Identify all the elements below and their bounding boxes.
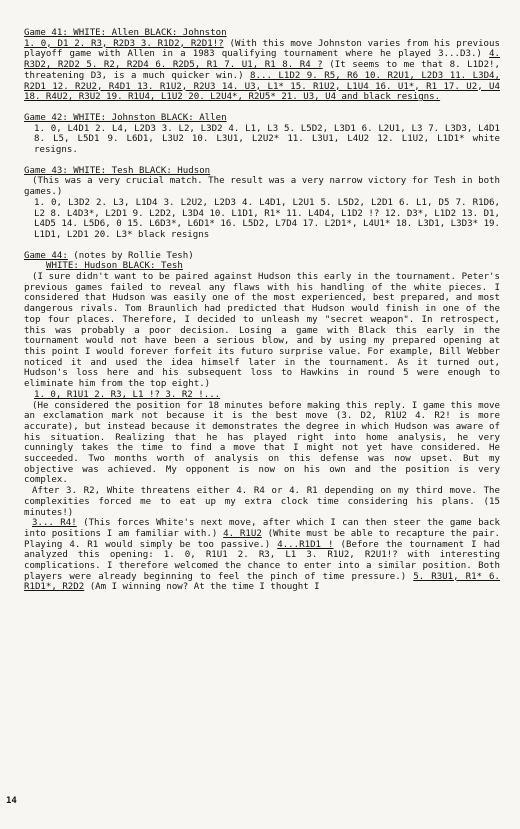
game-44-header-line	[24, 251, 500, 262]
game-44-header-notes: (notes by Rollie Tesh)	[67, 250, 194, 261]
game-42-moves: 1. 0, L4D1 2. L4, L2D3 3. L2, L3D2 4. L1, L3 5. L5D2, L3D1 6. L2U1, L3 7. L3D3, L4D1 8. L5, L5D1 9. L6D1, L3U2 10. L3U1, L2U2* 11. L3U1, L4U2 12. L1U2, L1D1* white resigns.	[34, 123, 500, 156]
game-44-players: WHITE: Hudson BLACK: Tesh	[46, 261, 183, 272]
game-44-note-3: (This forces White's next move, after which I can then steer the game back into positions I am familiar with.)	[24, 518, 500, 539]
game-42-header: Game 42: WHITE: Johnston BLACK: Allen	[24, 112, 227, 123]
game-44-para-4	[24, 518, 500, 593]
game-41-moves-c: 8... L1D2 9. R5, R6 10. R2U1, L2D3 11. L3D4, R2D1 12. R2U2, R4D1 13. R1U2, R2U3 14. U3, L1* 15. R1U2, L1U4 16. U1*, R1 17. U2, U4 18. R4U2, R3U2 19. R1U4, L1U2 20. L2U4*, R2U5* 21. U3, U4 and black resigns.	[24, 70, 500, 103]
game-44-para-3: After 3. R2, White threatens either 4. R4 or 4. R1 depending on my third move. The complexities forced me to eat up my extra clock time considering his plans. (15 minutes!)	[24, 486, 500, 518]
game-44-move-5: 5. R3U1, R1* 6. R1D1*, R2D2	[24, 571, 500, 593]
game-43	[24, 166, 500, 241]
game-43-header: Game 43: WHITE: Tesh BLACK: Hudson	[24, 165, 211, 176]
game-44-note-5: (Am I winning now? At the time I thought I	[84, 582, 320, 593]
game-44-para-2: (He considered the position for 18 minutes before making this reply. I game this move an exclamation mark not because it is the best move (3. D2, R1U2 4. R2! is more accurate), but instead because it demonstrates the degree in which Hudson was aware of his situation. Realizing that he has played right into home analysis, he very cunningly takes the time to find a move that I might not yet have considered. He succeeded. Two months worth of analysis on this defense was now upset. But my objective was achieved. My opponent is now on his own and the position is very complex.	[24, 400, 500, 486]
game-41-header: Game 41: WHITE: Allen BLACK: Johnston	[24, 28, 227, 38]
game-44-move-4b: 4...R1D1 !	[277, 539, 334, 550]
game-41-note-b: (It seems to me that 8. L1D2!, threatening D3, is a much quicker win.)	[24, 60, 500, 81]
game-44-move-4: 4. R1U2	[223, 528, 262, 539]
game-43-moves: 1. 0, L3D2 2. L3, L1D4 3. L2U2, L2D3 4. L4D1, L2U1 5. L5D2, L2D1 6. L1, D5 7. R1D6, L2 8. L4D3*, L2D1 9. L2D2, L3D4 10. L1D1, R1* 11. L4D4, L1D2 !? 12. D3*, L1D2 13. D1, L4D5 14. L5D6, 0 15. L6D3*, L6D1* 16. L5D2, L7D4 17. L2D1*, L4U1* 18. L3D1, L3D3* 19. L1D1, L2D1 20. L3* black resigns	[34, 197, 500, 240]
game-44-para-1: (I sure didn't want to be paired against Hudson this early in the tournament. Peter's previous games failed to reveal any flaws with his handling of the white pieces. I considered that Hudson was easily one of the most experienced, best prepared, and most dangerous rivals. Tom Braunlich had predicted that Hudson would finish in one of the top four places. Therefore, I decided to unleash my "secret weapon". In retrospect, this was probably a poor decision. Losing a game with Black this early in the tournament would not have been a serious blow, and by using my prepared opening at this point I would forever forfeit its futuro surprise value. For example, Bill Webber noticed it and used the idea himself later in the tournament. As it turned out, Hudson's loss here and his subsequent loss to Hawkins in round 5 were enough to eliminate him from the top eight.)	[24, 272, 500, 390]
text-column	[24, 28, 500, 600]
game-44-moves-1: 1. 0, R1U1 2. R3, L1 !? 3. R2 !...	[34, 389, 221, 400]
page-number: 14	[6, 796, 17, 806]
game-41-moves-b: 4. R3D2, R2D2 5. R2, R2D4 6. R2D5, R1 7. U1, R1 8. R4 ?	[24, 49, 500, 71]
game-44-move-3: 3... R4!	[32, 518, 77, 529]
game-43-intro: (This was a very crucial match. The result was a very narrow victory for Tesh in both games.)	[24, 176, 500, 198]
game-41-moves-a: 1. 0, D1 2. R3, R2D3 3. R1D2, R2D1!?	[24, 38, 224, 49]
game-42	[24, 113, 500, 156]
game-44-note-4: (White must be able to recapture the pair. Playing 4. R1 would simply be too passive.)	[24, 528, 500, 550]
game-44	[24, 251, 500, 594]
game-41-moves	[24, 39, 500, 103]
game-41	[24, 28, 500, 103]
game-44-header: Game 44:	[24, 250, 68, 261]
game-41-note-a: (With this move Johnston varies from his previous playoff game with Allen in a 1983 qualifying tournament where he played 3...D3.)	[24, 38, 500, 60]
game-44-note-4b: (Before the tournament I had analyzed this opening: 1. 0, R1U1 2. R3, L1 3. R1U2, R2U1!? with interesting complications. I therefore welcomed the chance to enter into a similar position. Both players were already beginning to feel the pinch of time pressure.)	[24, 539, 500, 582]
